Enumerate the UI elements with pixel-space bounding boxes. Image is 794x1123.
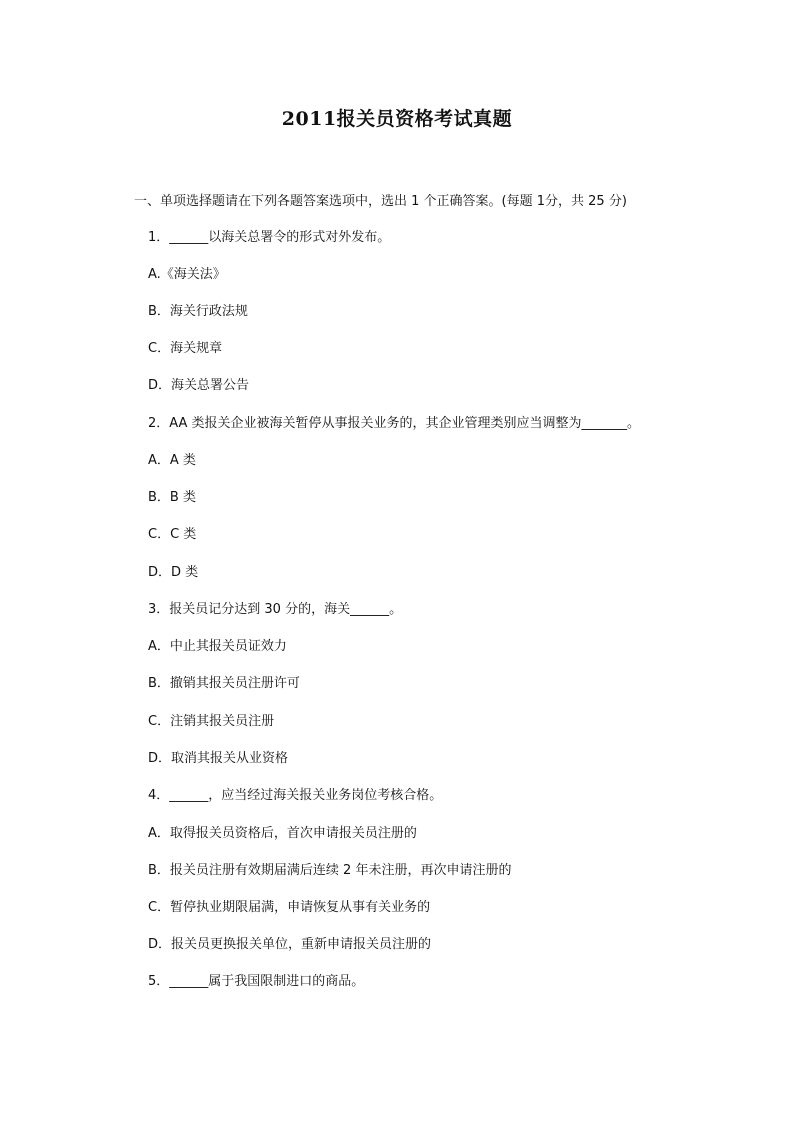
question-1-option-a: A.《海关法》 [148,267,226,282]
question-2-option-d: D．D 类 [148,565,199,580]
question-5: 5．______属于我国限制进口的商品。 [148,974,365,989]
question-2-option-c: C．C 类 [148,527,197,542]
question-1-option-b: B．海关行政法规 [148,304,248,319]
question-3-option-b: B．撤销其报关员注册许可 [148,676,300,691]
question-3-option-c: C．注销其报关员注册 [148,714,275,729]
document-title: 2011报关员资格考试真题 [281,108,513,130]
question-4-option-a: A．取得报关员资格后，首次申请报关员注册的 [148,826,417,841]
question-3-option-a: A．中止其报关员证效力 [148,639,287,654]
question-2-option-a: A．A 类 [148,453,196,468]
question-4-option-d: D．报关员更换报关单位，重新申请报关员注册的 [148,937,432,952]
question-4-option-c: C．暂停执业期限届满，申请恢复从事有关业务的 [148,900,431,915]
question-4: 4．______，应当经过海关报关业务岗位考核合格。 [148,788,443,803]
section-heading: 一、单项选择题请在下列各题答案选项中，选出 1 个正确答案。(每题 1分，共 25 分) [134,194,627,209]
question-3: 3．报关员记分达到 30 分的，海关______。 [148,602,403,617]
question-2: 2．AA 类报关企业被海关暂停从事报关业务的，其企业管理类别应当调整为_______。 [148,416,641,431]
question-1-option-c: C．海关规章 [148,341,223,356]
question-1: 1．______以海关总署令的形式对外发布。 [148,230,391,245]
question-3-option-d: D．取消其报关从业资格 [148,751,289,766]
question-1-option-d: D．海关总署公告 [148,378,250,393]
question-2-option-b: B．B 类 [148,490,196,505]
question-4-option-b: B．报关员注册有效期届满后连续 2 年未注册，再次申请注册的 [148,863,512,878]
